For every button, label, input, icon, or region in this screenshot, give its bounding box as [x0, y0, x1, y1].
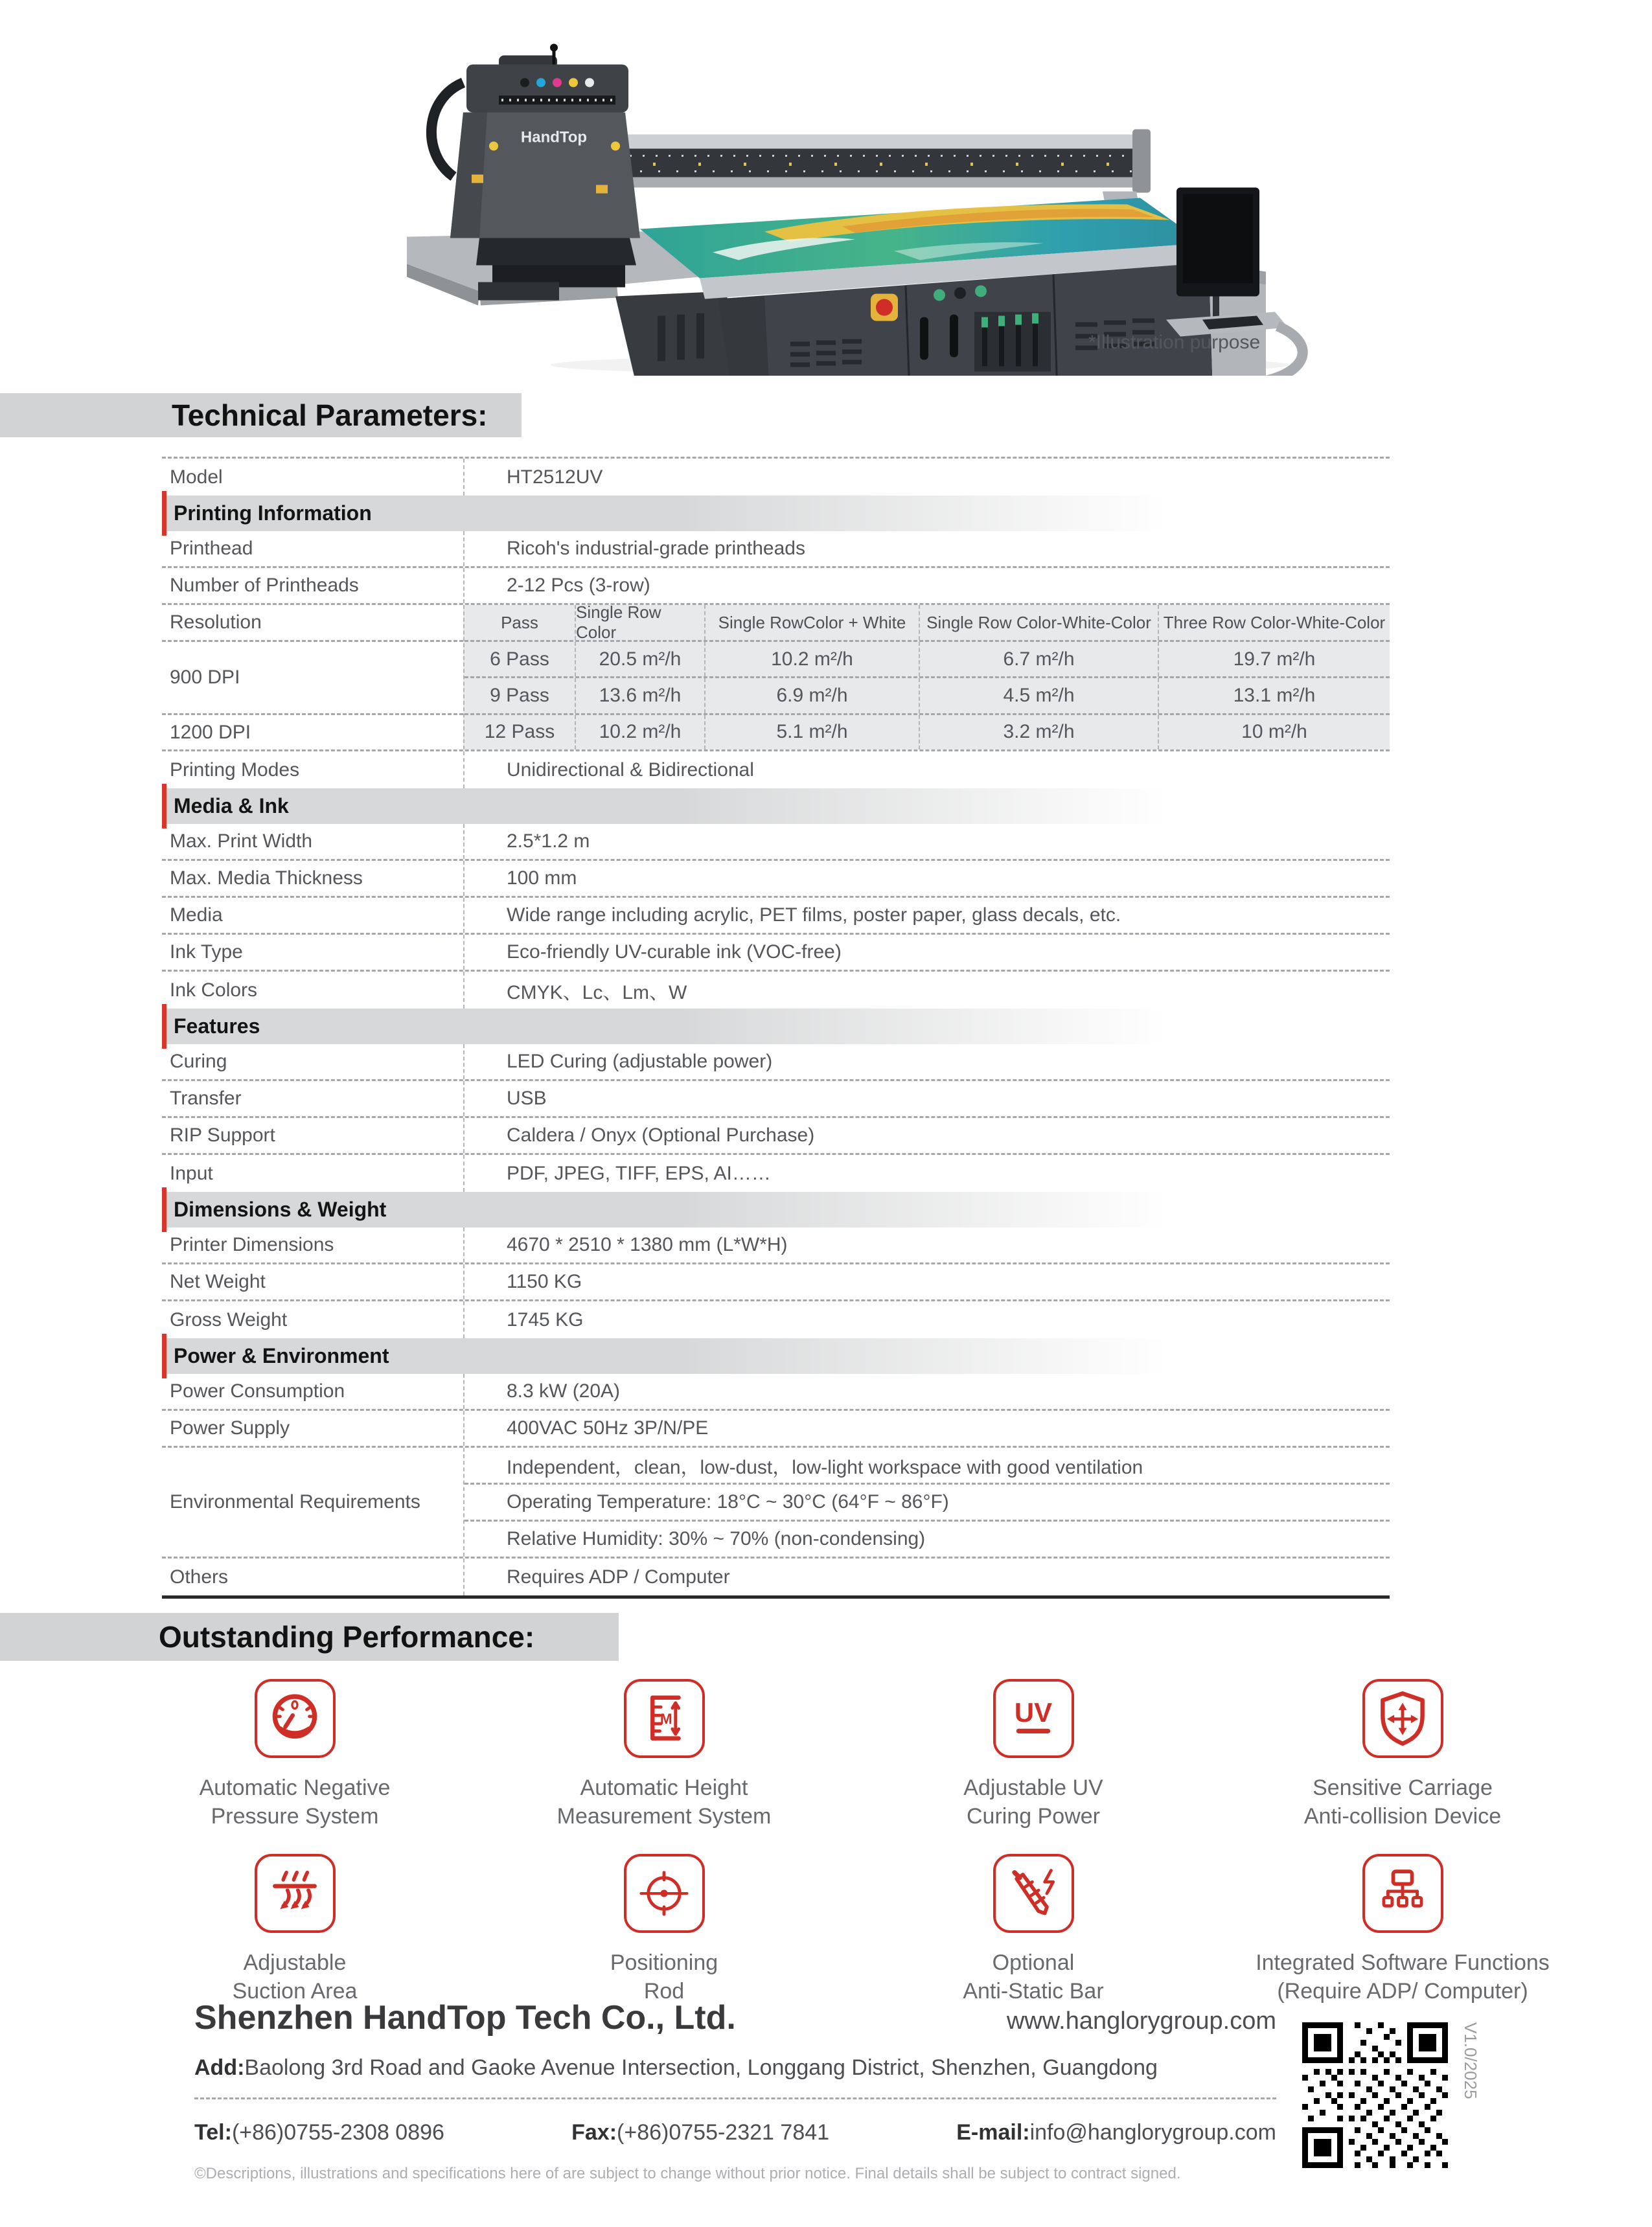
perf-label: Positioning Rod — [610, 1950, 718, 2004]
spec-label: Max. Media Thickness — [170, 867, 363, 889]
spec-value: Operating Temperature: 18°C ~ 30°C (64°F ~ 86°F) — [465, 1485, 1390, 1522]
spec-label: Ink Colors — [170, 979, 258, 1001]
perf-item-uv-curing — [849, 1679, 1218, 1831]
spec-row-input — [162, 1155, 1390, 1192]
printer-illustration — [402, 36, 1335, 376]
spec-row-net-weight — [162, 1264, 1390, 1301]
email-label: E-mail: — [956, 2120, 1030, 2145]
tel — [194, 2120, 444, 2145]
spec-row-printer-dimensions — [162, 1228, 1390, 1264]
column-header: Single Row Color-White-Color — [919, 605, 1158, 640]
spec-row-ink-colors — [162, 972, 1390, 1009]
spec-table — [162, 457, 1390, 1599]
spec-value: Caldera / Onyx (Optional Purchase) — [463, 1118, 1390, 1153]
section-title: Dimensions & Weight — [174, 1198, 387, 1221]
environmental-values — [463, 1448, 1390, 1557]
spec-row-max-media-thickness — [162, 861, 1390, 898]
spec-row-model — [162, 459, 1390, 496]
spec-value: LED Curing (adjustable power) — [463, 1044, 1390, 1079]
perf-label: Automatic Negative Pressure System — [199, 1776, 391, 1829]
spec-row-max-print-width — [162, 824, 1390, 861]
address-text: Baolong 3rd Road and Gaoke Avenue Intersection, Longgang District, Shenzhen, Guangdong — [244, 2055, 1158, 2080]
section-header-power-environment — [162, 1338, 1390, 1374]
spec-label: Gross Weight — [170, 1308, 288, 1330]
perf-label: Automatic Height Measurement System — [556, 1776, 772, 1829]
table-cell: 12 Pass — [484, 721, 555, 743]
spec-label: Number of Printheads — [170, 575, 359, 596]
website-link[interactable]: www.hanglorygroup.com — [1006, 2007, 1276, 2035]
table-cell: 10 m²/h — [1158, 715, 1390, 749]
spec-row-others — [162, 1559, 1390, 1595]
height-measurement-icon — [624, 1679, 705, 1758]
spec-value: Relative Humidity: 30% ~ 70% (non-condensing) — [507, 1528, 926, 1549]
spec-row-ink-type — [162, 935, 1390, 972]
spec-label: Media — [170, 904, 223, 926]
svg-text:UV: UV — [1014, 1696, 1053, 1728]
spec-row-environmental-requirements — [162, 1448, 1390, 1559]
spec-label: Power Supply — [170, 1417, 290, 1439]
gauge-icon — [255, 1679, 336, 1758]
technical-parameters-title: Technical Parameters: — [172, 398, 488, 432]
perf-label: Adjustable Suction Area — [232, 1950, 358, 2004]
spec-row-transfer — [162, 1081, 1390, 1118]
section-title: Printing Information — [174, 501, 372, 525]
resolution-block — [162, 602, 1390, 751]
outstanding-performance-heading — [0, 1613, 619, 1661]
spec-value: Wide range including acrylic, PET films, poster paper, glass decals, etc. — [463, 898, 1390, 933]
suction-icon — [255, 1854, 336, 1933]
spec-value: 1150 KG — [463, 1264, 1390, 1299]
printer-logo-text: HandTop — [520, 128, 588, 146]
printer-image — [402, 36, 1335, 376]
table-cell: 9 Pass — [490, 684, 549, 706]
spec-label: Max. Print Width — [170, 830, 313, 852]
spec-value: 100 mm — [463, 861, 1390, 896]
spec-value: 400VAC 50Hz 3P/N/PE — [463, 1411, 1390, 1446]
resolution-data-row — [465, 678, 1390, 714]
spec-label: Others — [170, 1566, 229, 1588]
spec-value: HT2512UV — [463, 459, 1390, 496]
spec-row-printhead — [162, 531, 1390, 568]
spec-label: 900 DPI — [162, 642, 463, 715]
column-header: Three Row Color-White-Color — [1158, 605, 1390, 640]
footer-divider — [194, 2097, 1276, 2099]
tel-label: Tel: — [194, 2120, 232, 2145]
spec-value: 1745 KG — [463, 1301, 1390, 1338]
table-cell: 10.2 m²/h — [575, 715, 704, 749]
spec-value: Eco-friendly UV-curable ink (VOC-free) — [463, 935, 1390, 970]
spec-value: 4670 * 2510 * 1380 mm (L*W*H) — [463, 1228, 1390, 1262]
spec-row-media — [162, 898, 1390, 935]
fax-number: (+86)0755-2321 7841 — [617, 2120, 830, 2145]
perf-label: Integrated Software Functions (Require ADP/ Computer) — [1256, 1950, 1550, 2004]
footer — [0, 1998, 1652, 2183]
version-label: V1.0/2025 — [1461, 2022, 1480, 2099]
perf-item-negative-pressure — [110, 1679, 479, 1831]
resolution-table — [463, 602, 1390, 749]
spec-label: Model — [170, 466, 223, 488]
spec-value: 8.3 kW (20A) — [463, 1374, 1390, 1409]
perf-item-anti-collision — [1218, 1679, 1587, 1831]
company-name: Shenzhen HandTop Tech Co., Ltd. — [194, 1999, 736, 2037]
perf-item-anti-static — [849, 1854, 1218, 2005]
resolution-header-row — [465, 602, 1390, 642]
table-cell: 13.6 m²/h — [575, 678, 704, 713]
section-title: Power & Environment — [174, 1344, 389, 1367]
table-cell: 13.1 m²/h — [1158, 678, 1390, 713]
perf-label: Sensitive Carriage Anti-collision Device — [1303, 1776, 1502, 1829]
disclaimer-text: ©Descriptions, illustrations and specifications here of are subject to change without prior notice. Final details shall be subject to contract signed. — [194, 2165, 1181, 2182]
spec-value: Independent，clean，low-dust，low-light workspace with good ventilation — [465, 1448, 1390, 1485]
spec-row-rip-support — [162, 1118, 1390, 1155]
section-title: Features — [174, 1014, 260, 1038]
svg-text:M: M — [660, 1711, 672, 1728]
spec-label: Transfer — [170, 1088, 242, 1109]
qr-code — [1302, 2022, 1448, 2168]
column-header: Single RowColor + White — [704, 605, 919, 640]
section-header-dimensions-weight — [162, 1192, 1390, 1228]
spec-value: 2-12 Pcs (3-row) — [463, 568, 1390, 603]
spec-value: Unidirectional & Bidirectional — [463, 751, 1390, 788]
uv-icon — [993, 1679, 1074, 1758]
perf-label: Optional Anti-Static Bar — [963, 1950, 1104, 2004]
spec-value: 2.5*1.2 m — [463, 824, 1390, 859]
email-address[interactable]: info@hanglorygroup.com — [1029, 2120, 1276, 2145]
table-cell: 20.5 m²/h — [575, 642, 704, 676]
perf-item-integrated-software — [1218, 1854, 1587, 2005]
table-cell: 6.9 m²/h — [704, 678, 919, 713]
spec-row-power-supply — [162, 1411, 1390, 1448]
table-cell: 6.7 m²/h — [919, 642, 1158, 676]
table-cell: 5.1 m²/h — [704, 715, 919, 749]
spec-row-curing — [162, 1044, 1390, 1081]
section-header-printing-information — [162, 496, 1390, 531]
shield-anticollision-icon — [1362, 1679, 1443, 1758]
section-header-features — [162, 1009, 1390, 1044]
table-cell: 10.2 m²/h — [704, 642, 919, 676]
spec-row-printing-modes — [162, 751, 1390, 788]
column-header: Pass — [501, 612, 538, 632]
spec-label: Curing — [170, 1051, 227, 1072]
spec-value: CMYK、Lc、Lm、W — [463, 972, 1390, 1009]
illustration-caption: *Illustration purpose — [1088, 332, 1261, 353]
spec-label: 1200 DPI — [170, 721, 251, 743]
email — [956, 2120, 1276, 2145]
anti-static-icon — [993, 1854, 1074, 1933]
spec-value: Ricoh's industrial-grade printheads — [463, 531, 1390, 566]
technical-parameters-heading — [0, 393, 522, 437]
perf-item-height-measurement — [479, 1679, 849, 1831]
tel-number: (+86)0755-2308 0896 — [231, 2120, 444, 2145]
spec-value: Requires ADP / Computer — [463, 1559, 1390, 1595]
spec-value: USB — [463, 1081, 1390, 1116]
perf-label: Adjustable UV Curing Power — [963, 1776, 1103, 1829]
table-cell: 6 Pass — [490, 648, 549, 670]
spec-value: PDF, JPEG, TIFF, EPS, AI…… — [463, 1155, 1390, 1192]
spec-label: Input — [170, 1162, 213, 1184]
crosshair-icon — [624, 1854, 705, 1933]
fax — [571, 2120, 829, 2145]
section-header-media-ink — [162, 788, 1390, 824]
spec-label: Environmental Requirements — [170, 1491, 420, 1513]
fax-label: Fax: — [571, 2120, 617, 2145]
resolution-data-row — [465, 715, 1390, 749]
address-label: Add: — [194, 2055, 245, 2080]
outstanding-performance-title: Outstanding Performance: — [159, 1620, 535, 1654]
spec-label: Ink Type — [170, 941, 243, 963]
table-cell: 3.2 m²/h — [919, 715, 1158, 749]
spec-row-power-consumption — [162, 1374, 1390, 1411]
spec-label: Printing Modes — [170, 759, 300, 781]
perf-item-positioning-rod — [479, 1854, 849, 2005]
section-title: Media & Ink — [174, 794, 289, 817]
spec-label: Power Consumption — [170, 1380, 345, 1402]
table-cell: 4.5 m²/h — [919, 678, 1158, 713]
spec-label: Net Weight — [170, 1271, 266, 1292]
spec-label: Printhead — [170, 538, 253, 559]
perf-item-suction-area — [110, 1854, 479, 2005]
spec-row-gross-weight — [162, 1301, 1390, 1338]
column-header: Single Row Color — [575, 605, 704, 640]
resolution-labels — [162, 605, 463, 749]
resolution-data-row — [465, 642, 1390, 678]
spec-label: Printer Dimensions — [170, 1234, 334, 1255]
software-icon — [1362, 1854, 1443, 1933]
table-cell: 19.7 m²/h — [1158, 642, 1390, 676]
spec-row-num-printheads — [162, 568, 1390, 605]
spec-label: RIP Support — [170, 1125, 275, 1146]
spec-label: Resolution — [162, 605, 463, 642]
performance-grid — [110, 1679, 1587, 2005]
